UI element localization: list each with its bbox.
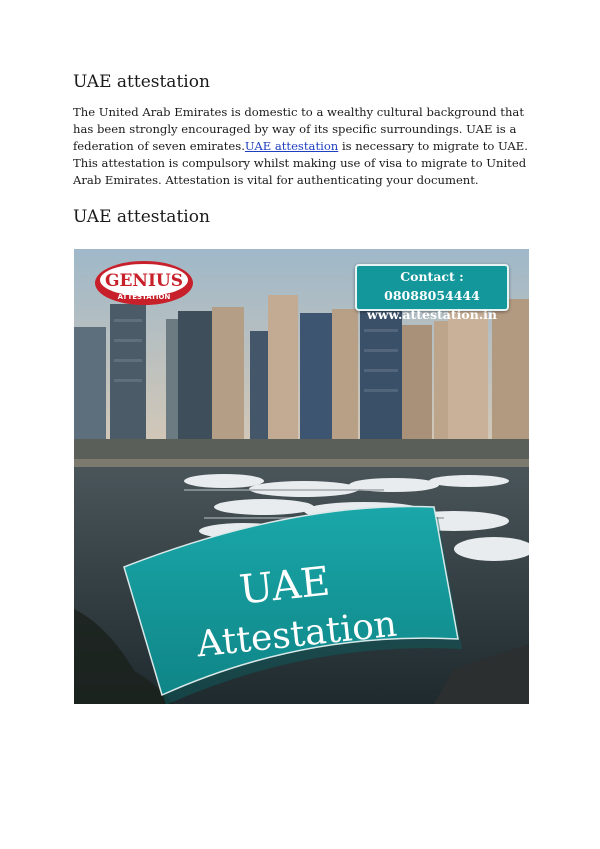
contact-phone: Contact : 08088054444 (384, 269, 480, 303)
section-heading: UAE attestation (73, 207, 210, 227)
genius-attestation-logo (95, 261, 193, 305)
banner-line-uae: UAE (237, 558, 333, 614)
contact-box (355, 264, 509, 322)
uae-attestation-image (74, 249, 529, 704)
contact-website: www.attestation.in (366, 307, 498, 322)
intro-paragraph (73, 104, 533, 189)
paragraph-text-1: The United Arab Emirates is domestic to a wealthy cultural background that has been strongly encouraged by way of its specific surroundings. UAE is a federation of seven emirates. (73, 105, 524, 153)
banner-line-attestation: Attestation (194, 603, 399, 666)
paragraph-text-2: is necessary to migrate to UAE. This attestation is compulsory whilst making use of visa to migrate to United Arab Emirates. Attestation is vital for authenticating your document. (73, 139, 528, 187)
logo-text-genius: GENIUS (104, 271, 184, 291)
page-heading: UAE attestation (73, 72, 210, 92)
uae-attestation-link[interactable]: UAE attestation (244, 139, 339, 153)
logo-text-attestation: ATTESTATION (117, 293, 171, 301)
